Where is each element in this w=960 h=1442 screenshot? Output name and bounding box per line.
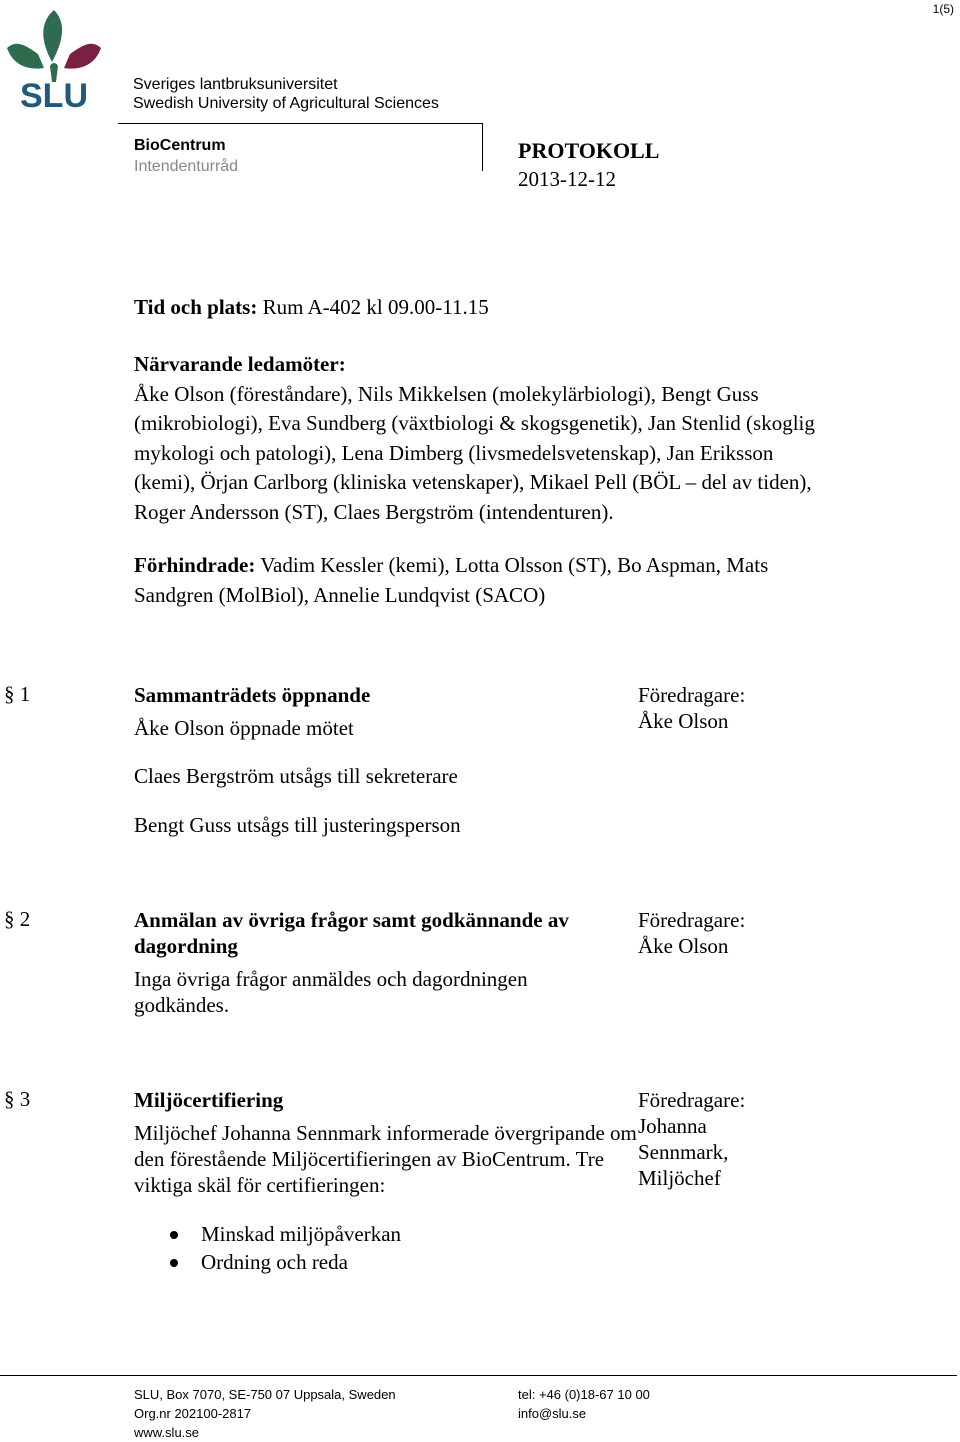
unit: Intendenturråd xyxy=(134,158,239,175)
footer-rule xyxy=(0,1375,957,1376)
time-place xyxy=(134,293,489,323)
time-label: Tid och plats: xyxy=(134,295,258,319)
footer-email-link[interactable]: info@slu.se xyxy=(518,1406,587,1421)
reporter-name: Johanna Sennmark, Miljöchef xyxy=(638,1114,729,1190)
reporter-label: Föredragare: xyxy=(638,1088,746,1112)
section-number: § 1 xyxy=(4,682,31,706)
absent-list: Vadim Kessler (kemi), Lotta Olsson (ST), Bo Aspman, Mats Sandgren (MolBiol), Annelie Lundqvist (SACO) xyxy=(134,553,769,607)
document-date: 2013-12-12 xyxy=(518,167,616,191)
list-item: Minskad miljöpåverkan xyxy=(168,1220,401,1248)
section-paragraph: Bengt Guss utsågs till justeringsperson xyxy=(134,813,461,837)
header-rule xyxy=(118,123,483,124)
reporter-name: Åke Olson xyxy=(638,709,729,733)
header-divider xyxy=(482,123,483,171)
university-name-en: Swedish University of Agricultural Sciences xyxy=(133,95,439,112)
absent-label: Förhindrade: xyxy=(134,553,256,577)
section-paragraph: Claes Bergström utsågs till sekreterare xyxy=(134,764,458,788)
absent-members xyxy=(134,551,834,610)
university-name xyxy=(133,75,439,113)
time-value: Rum A-402 kl 09.00-11.15 xyxy=(257,295,489,319)
section-number: § 2 xyxy=(4,907,31,931)
reporter-label: Föredragare: xyxy=(638,683,746,707)
bullet-list xyxy=(168,1220,401,1276)
list-item: Ordning och reda xyxy=(168,1248,401,1276)
footer-right xyxy=(518,1385,650,1423)
section-title: Anmälan av övriga frågor samt godkännande av dagordning xyxy=(134,908,569,958)
present-members xyxy=(134,350,834,527)
section-paragraph: Miljöchef Johanna Sennmark informerade övergripande om den förestående Miljöcertifieringen av BioCentrum. Tre viktiga skäl för certifieringen: xyxy=(134,1121,637,1197)
present-label: Närvarande ledamöter: xyxy=(134,352,346,376)
footer-address: SLU, Box 7070, SE-750 07 Uppsala, Sweden xyxy=(134,1387,396,1402)
footer-web-link[interactable]: www.slu.se xyxy=(134,1425,200,1440)
slu-logo-text: SLU xyxy=(20,77,88,110)
reporter-name: Åke Olson xyxy=(638,934,729,958)
reporter xyxy=(638,682,788,734)
department: BioCentrum xyxy=(134,137,226,154)
section-paragraph: Åke Olson öppnade mötet xyxy=(134,716,354,740)
section-number: § 3 xyxy=(4,1087,31,1111)
slu-logo xyxy=(4,10,104,110)
document-type: PROTOKOLL xyxy=(518,138,660,163)
reporter xyxy=(638,907,788,959)
footer-left xyxy=(134,1385,396,1442)
reporter-label: Föredragare: xyxy=(638,908,746,932)
page-number: 1(5) xyxy=(932,2,954,16)
footer-tel: tel: +46 (0)18-67 10 00 xyxy=(518,1387,650,1402)
footer-org: Org.nr 202100-2817 xyxy=(134,1406,252,1421)
reporter xyxy=(638,1087,753,1191)
section-paragraph: Inga övriga frågor anmäldes och dagordningen godkändes. xyxy=(134,967,528,1017)
section-title: Miljöcertifiering xyxy=(134,1088,284,1112)
present-list: Åke Olson (föreståndare), Nils Mikkelsen (molekylärbiologi), Bengt Guss (mikrobiologi), Eva Sundberg (växtbiologi & skogsgenetik), Jan Stenlid (skoglig mykologi och patologi), Lena Dimberg (livsmedelsvetenskap), Jan Eriksson (kemi), Örjan Carlborg (kliniska vetenskaper), Mikael Pell (BÖL – del av tiden), Roger Andersson (ST), Claes Bergström (intendenturen). xyxy=(134,381,815,524)
university-name-sv: Sveriges lantbruksuniversitet xyxy=(133,76,338,93)
section-title: Sammanträdets öppnande xyxy=(134,683,371,707)
